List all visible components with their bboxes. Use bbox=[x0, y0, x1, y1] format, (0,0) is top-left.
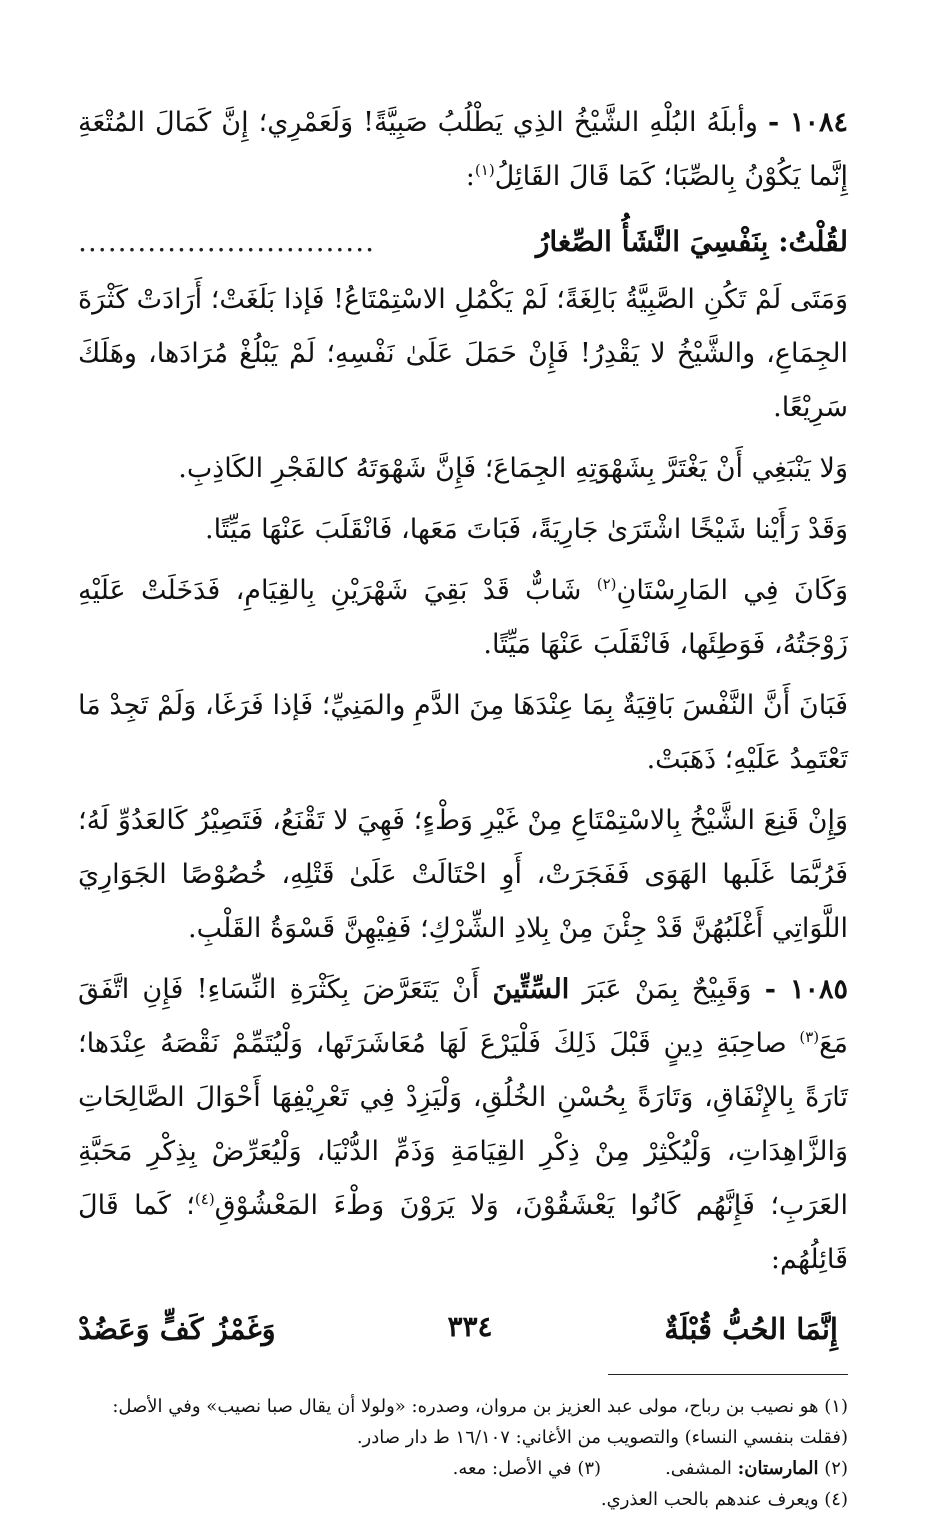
paragraph-text: أَنْ يَتَعَرَّضَ بِكَثْرَةِ النِّسَاءِ! فَإِنِ اتَّفَقَ مَعَ bbox=[78, 974, 848, 1059]
footnote-3: (٣) في الأصل: معه. bbox=[452, 1458, 602, 1479]
footnote-ref-4[interactable]: (٤) bbox=[194, 1190, 215, 1208]
paragraph-text: وَقَبِيْحٌ بِمَنْ عَبَرَ bbox=[582, 974, 752, 1005]
paragraph-1085 bbox=[78, 963, 848, 1287]
paragraph: وَمَتَى لَمْ تَكُنِ الصَّبِيَّةُ بَالِغَةً؛ لَمْ يَكْمُلِ الاسْتِمْتَاعُ! فَإذا بَلَغَتْ؛ أَرَادَتْ كَثْرَةَ الجِمَاعِ، والشَّيْخُ لا يَقْدِرُ! فَإِنْ حَمَلَ عَلَىٰ نَفْسِهِ؛ لَمْ يَبْلُغْ مُرَادَها، وهَلَكَ سَرِيْعًا. bbox=[78, 284, 848, 423]
verse-hemistich: لقُلْتُ: بِنَفْسِيَ النَّشَأُ الصِّغارُ bbox=[535, 225, 848, 258]
emphasized-word: السِّتِّينَ bbox=[492, 974, 570, 1005]
footnote-2 bbox=[665, 1453, 848, 1484]
paragraph: وَإِنْ قَنِعَ الشَّيْخُ بِالاسْتِمْتَاعِ مِنْ غَيْرِ وَطْءٍ؛ فَهِيَ لا تَقْنَعُ، فَتَصِيْرُ كَالعَدُوِّ لَهُ؛ فَرُبَّمَا غَلَبها الهَوَى فَفَجَرَتْ، أَوِ احْتَالَتْ عَلَىٰ قَتْلِهِ، خُصُوْصًا الجَوَارِيَ اللَّوَاتِي أَغْلَبُهُنَّ قَدْ جِئْنَ مِنْ بِلادِ الشِّرْكِ؛ فَفِيْهِنَّ قَسْوَةُ القَلْبِ. bbox=[78, 805, 848, 944]
colon: : bbox=[465, 161, 475, 192]
paragraph: وَلا يَنْبَغِي أَنْ يَغْتَرَّ بِشَهْوَتِهِ الجِمَاعَ؛ فَإِنَّ شَهْوَتَهُ كالفَجْرِ الكَاذِبِ. bbox=[178, 453, 848, 484]
section-number: ١٠٨٤ - bbox=[767, 107, 848, 138]
footnote-separator bbox=[608, 1374, 848, 1375]
footnote-term: المارستان: bbox=[737, 1458, 819, 1479]
paragraph: فَبَانَ أَنَّ النَّفْسَ بَاقِيَةٌ بِمَا عِنْدَهَا مِنَ الدَّمِ والمَنِيِّ؛ فَإذا فَرَغَا، وَلَمْ تَجِدْ مَا تَعْتَمِدُ عَلَيْهِ؛ ذَهَبَتْ. bbox=[78, 690, 848, 775]
footnote-ref-1[interactable]: (١) bbox=[474, 161, 495, 179]
paragraph-1084 bbox=[78, 96, 848, 204]
verse-line-1 bbox=[78, 211, 848, 273]
footnote-definition: المشفى. bbox=[665, 1458, 732, 1479]
footnote-number: (٢) bbox=[824, 1458, 848, 1479]
paragraph bbox=[78, 564, 848, 672]
footnote-1: (١) هو نصيب بن رباح، مولى عبد العزيز بن مروان، وصدره: «ولولا أن يقال صبا نصيب» وفي الأصل: (فقلت بنفسي النساء) والتصويب من الأغاني: ١٦/١٠٧ ط دار صادر. bbox=[112, 1396, 848, 1448]
verse-dots: .............................. bbox=[78, 225, 376, 258]
paragraph-text: وأبلَهُ البُلْهِ الشَّيْخُ الذِي يَطْلُبُ صَبِيَّةً! وَلَعَمْرِي؛ إِنَّ كَمَالَ المُتْعَةِ إِنَّما يَكُوْنُ بِالصِّبَا؛ كَمَا قَالَ القَائِلُ bbox=[78, 107, 848, 192]
footnote-ref-3[interactable]: (٣) bbox=[799, 1028, 820, 1046]
verse-hemistich-second: وَغَمْزُ كَفٍّ وَعَضُدْ bbox=[78, 1312, 276, 1346]
section-number: ١٠٨٥ - bbox=[764, 974, 848, 1005]
paragraph-text: ؛ كَما قَالَ قَائِلُهُم: bbox=[78, 1190, 848, 1275]
verse-hemistich-first: إِنَّمَا الحُبُّ قُبْلَةٌ bbox=[664, 1312, 838, 1346]
paragraph-text: صاحِبَةِ دِينٍ قَبْلَ ذَلِكَ فَلْيَرْعَ لَهَا مُعَاشَرَتَها، وَلْيُتَمِّمْ نَقْصَهُ عِنْدَها؛ تَارَةً بِالإِنْفَاقِ، وَتَارَةً بِحُسْنِ الخُلُقِ، وَلْيَزِدْ فِي تَعْرِيْفِهَا أَحْوَالَ الصَّالِحَاتِ وَالزَّاهِدَاتِ، وَلْيُكْثِرْ مِنْ ذِكْرِ القِيَامَةِ وَذَمِّ الدُّنْيَا، وَلْيُعَرِّضْ بِذِكْرِ مَحَبَّةِ العَرَبِ؛ فَإِنَّهُم كَانُوا يَعْشَقُوْنَ، وَلا يَرَوْنَ وَطْءَ المَعْشُوْقِ bbox=[78, 1028, 848, 1221]
footnote-4: (٤) ويعرف عندهم بالحب العذري. bbox=[600, 1489, 848, 1510]
footnote-row-2-3 bbox=[78, 1453, 848, 1484]
paragraph-text: وَكَانَ فِي المَارِسْتَانِ bbox=[616, 575, 848, 606]
page-number: ٣٣٤ bbox=[447, 1310, 493, 1343]
paragraph-text: شَابٌّ قَدْ بَقِيَ شَهْرَيْنِ بِالقِيَامِ، فَدَخَلَتْ عَلَيْهِ زَوْجَتُهُ، فَوَطِئَها، فَانْقَلَبَ عَنْهَا مَيِّتًا. bbox=[78, 575, 848, 660]
paragraph: وَقَدْ رَأَيْنا شَيْخًا اشْتَرَىٰ جَارِيَةً، فَبَاتَ مَعَها، فَانْقَلَبَ عَنْهَا مَيِّتًا. bbox=[204, 514, 848, 545]
footnote-ref-2[interactable]: (٢) bbox=[596, 575, 617, 593]
